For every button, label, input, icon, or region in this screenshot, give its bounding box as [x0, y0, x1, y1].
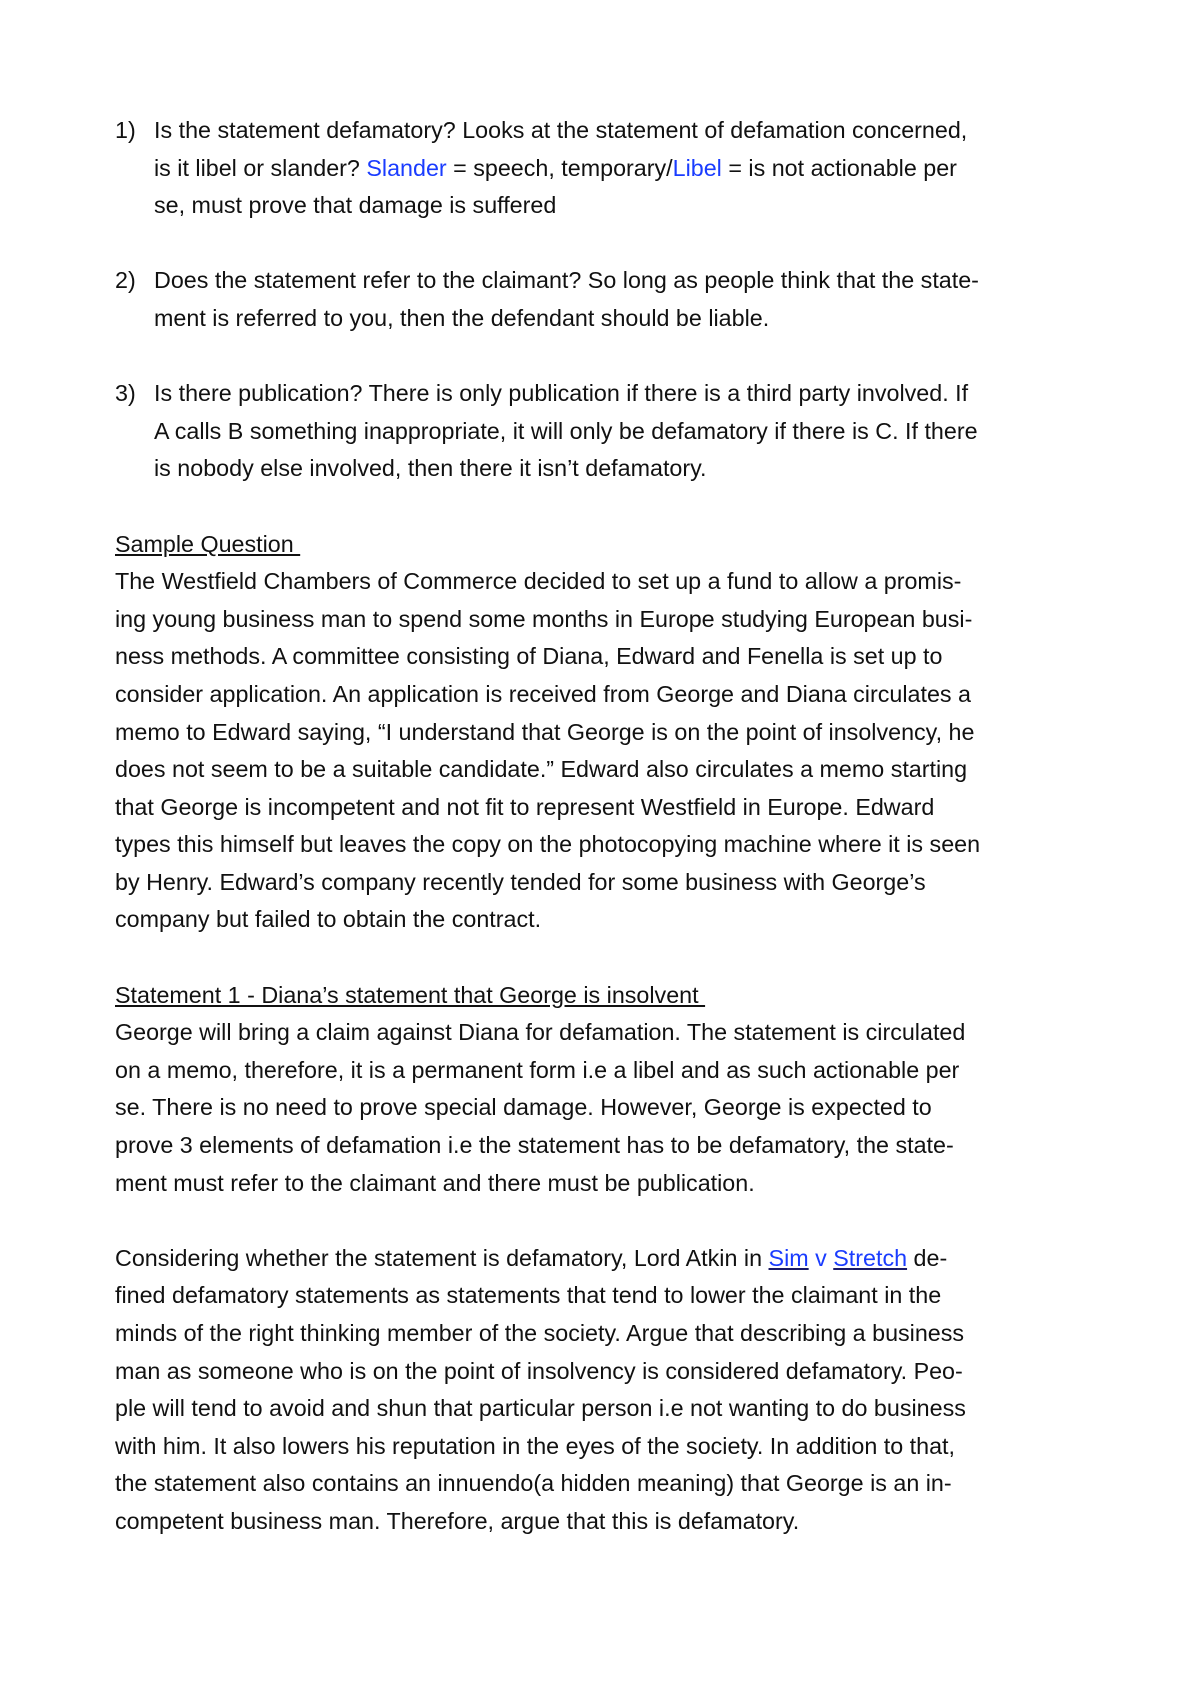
text-line: types this himself but leaves the copy on the photocopying machine where it is seen — [115, 831, 981, 858]
text-line: A calls B something inappropriate, it will only be defamatory if there is C. If there — [154, 417, 978, 444]
text-line: memo to Edward saying, “I understand that George is on the point of insolvency, he — [115, 718, 975, 745]
text-line: George will bring a claim against Diana for defamation. The statement is circulated — [115, 1019, 966, 1046]
numbered-item-1 — [115, 112, 1115, 225]
sample-question-section — [115, 526, 1115, 940]
text-line: by Henry. Edward’s company recently tended for some business with George’s — [115, 868, 926, 895]
text-line: man as someone who is on the point of insolvency is considered defamatory. Peo- — [115, 1357, 963, 1384]
numbered-item-3 — [115, 375, 1115, 488]
text-line: company but failed to obtain the contract. — [115, 906, 542, 933]
text-span: Considering whether the statement is defamatory, Lord Atkin in — [115, 1244, 769, 1271]
slander-term: Slander — [366, 154, 447, 181]
considering-paragraph — [115, 1240, 1115, 1541]
sample-question-heading: Sample Question — [115, 530, 301, 557]
statement-1-section — [115, 977, 1115, 1203]
text-line — [154, 150, 1115, 188]
statement-1-heading: Statement 1 - Diana’s statement that George is insolvent — [115, 981, 706, 1008]
text-line: fined defamatory statements as statements that tend to lower the claimant in the — [115, 1282, 942, 1309]
document-page — [115, 112, 1115, 1578]
sim-link[interactable]: Sim — [768, 1244, 809, 1271]
text-span: is it libel or slander? — [154, 154, 367, 181]
text-line: minds of the right thinking member of the society. Argue that describing a business — [115, 1320, 965, 1346]
versus-text: v — [808, 1244, 834, 1271]
text-line: The Westfield Chambers of Commerce decided to set up a fund to allow a promis- — [115, 568, 962, 595]
text-line: Is the statement defamatory? Looks at the statement of defamation concerned, — [154, 117, 968, 143]
text-line: ment must refer to the claimant and there must be publication. — [115, 1169, 755, 1196]
text-span: = speech, temporary/ — [446, 154, 673, 181]
text-line: ple will tend to avoid and shun that particular person i.e not wanting to do business — [115, 1395, 966, 1422]
item-number: 2) — [115, 267, 136, 294]
text-line: prove 3 elements of defamation i.e the statement has to be defamatory, the state- — [115, 1132, 954, 1159]
item-number: 1) — [115, 117, 136, 143]
text-line: ment is referred to you, then the defendant should be liable. — [154, 304, 770, 331]
text-span: de- — [907, 1244, 948, 1271]
text-line: is nobody else involved, then there it isn’t defamatory. — [154, 455, 707, 482]
text-line: the statement also contains an innuendo(a hidden meaning) that George is an in- — [115, 1470, 952, 1497]
text-line: competent business man. Therefore, argue that this is defamatory. — [115, 1507, 800, 1534]
text-line: se, must prove that damage is suffered — [154, 192, 557, 219]
text-line: does not seem to be a suitable candidate.” Edward also circulates a memo starting — [115, 756, 968, 783]
text-line: consider application. An application is received from George and Diana circulates a — [115, 680, 971, 707]
text-line: that George is incompetent and not fit to represent Westfield in Europe. Edward — [115, 793, 935, 820]
numbered-item-2 — [115, 262, 1115, 337]
text-line: with him. It also lowers his reputation in the eyes of the society. In addition to that, — [115, 1432, 955, 1459]
text-line — [115, 1240, 1115, 1278]
item-number: 3) — [115, 380, 136, 407]
text-line: Does the statement refer to the claimant? So long as people think that the state- — [154, 267, 979, 294]
stretch-link[interactable]: Stretch — [833, 1244, 908, 1271]
libel-term: Libel — [672, 154, 722, 181]
text-line: Is there publication? There is only publication if there is a third party involved. If — [154, 380, 969, 407]
text-line: on a memo, therefore, it is a permanent form i.e a libel and as such actionable per — [115, 1056, 960, 1083]
text-line: ness methods. A committee consisting of Diana, Edward and Fenella is set up to — [115, 643, 943, 670]
text-line: ing young business man to spend some months in Europe studying European busi- — [115, 605, 973, 632]
text-span: = is not actionable per — [721, 154, 957, 181]
text-line: se. There is no need to prove special damage. However, George is expected to — [115, 1094, 932, 1121]
